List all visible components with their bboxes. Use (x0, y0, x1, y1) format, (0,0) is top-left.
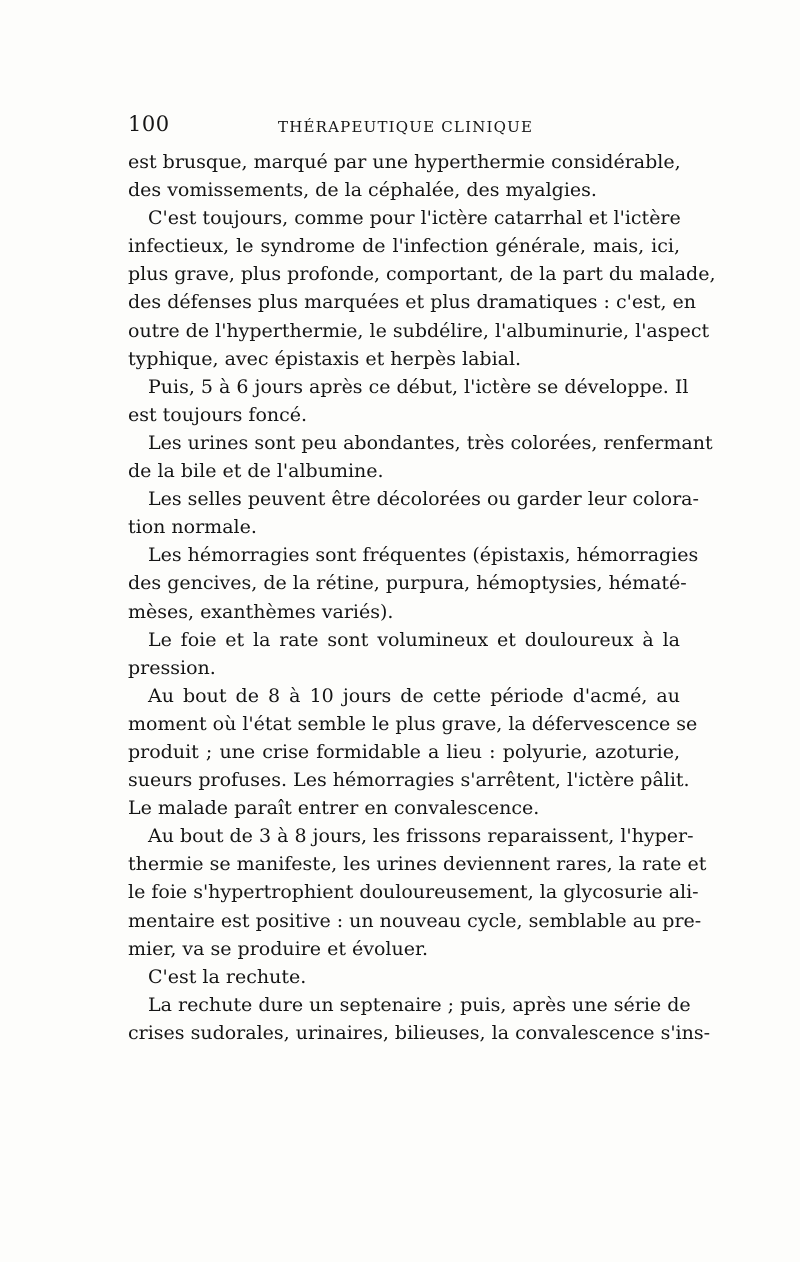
text-line: Les selles peuvent être décolorées ou garder leur colora- (148, 488, 699, 511)
text-line: des gencives, de la rétine, purpura, hémoptysies, hématé- (128, 572, 687, 595)
text-line: plus grave, plus profonde, comportant, de la part du malade, (128, 263, 716, 286)
text-line: tion normale. (128, 516, 257, 539)
text-line: mèses, exanthèmes variés). (128, 600, 394, 623)
text-line: le foie s'hypertrophient douloureusement, la glycosurie ali- (128, 881, 699, 904)
text-line: sueurs profuses. Les hémorragies s'arrêtent, l'ictère pâlit. (128, 769, 690, 792)
text-line: des vomissements, de la céphalée, des myalgies. (128, 179, 597, 202)
text-line: mier, va se produire et évoluer. (128, 937, 429, 960)
text-line: thermie se manifeste, les urines deviennent rares, la rate et (128, 853, 707, 876)
text-line: Au bout de 8 à 10 jours de cette période d'acmé, au (148, 684, 680, 707)
text-line: Les hémorragies sont fréquentes (épistaxis, hémorragies (148, 544, 699, 567)
text-line: mentaire est positive : un nouveau cycle, semblable au pre- (128, 909, 702, 932)
running-title: THÉRAPEUTIQUE CLINIQUE (278, 118, 534, 136)
text-line: typhique, avec épistaxis et herpès labial. (128, 347, 522, 370)
text-line: infectieux, le syndrome de l'infection générale, mais, ici, (128, 235, 680, 258)
text-line: produit ; une crise formidable a lieu : polyurie, azoturie, (128, 740, 680, 763)
text-line: est brusque, marqué par une hyperthermie considérable, (128, 151, 681, 173)
text-line: des défenses plus marquées et plus dramatiques : c'est, en (128, 291, 697, 314)
text-line: crises sudorales, urinaires, bilieuses, la convalescence s'ins- (128, 1021, 711, 1044)
text-line: de la bile et de l'albumine. (128, 460, 384, 483)
page-header (128, 112, 680, 142)
page-number: 100 (128, 112, 170, 136)
text-line: Les urines sont peu abondantes, très colorées, renfermant (148, 431, 713, 454)
text-line: C'est toujours, comme pour l'ictère catarrhal et l'ictère (148, 207, 681, 230)
text-line: Au bout de 3 à 8 jours, les frissons reparaissent, l'hyper- (148, 825, 694, 848)
text-line: Le malade paraît entrer en convalescence. (128, 797, 540, 820)
text-line: Le foie et la rate sont volumineux et douloureux à la (148, 628, 680, 651)
text-line: outre de l'hyperthermie, le subdélire, l'albuminurie, l'aspect (128, 319, 710, 342)
text-line: Puis, 5 à 6 jours après ce début, l'ictère se développe. Il (148, 375, 689, 398)
text-line: moment où l'état semble le plus grave, la défervescence se (128, 712, 698, 735)
body-text (128, 148, 716, 1047)
text-line: est toujours foncé. (128, 403, 308, 426)
text-line: pression. (128, 656, 216, 679)
text-line: La rechute dure un septenaire ; puis, après une série de (148, 993, 691, 1016)
text-line: C'est la rechute. (148, 965, 307, 988)
